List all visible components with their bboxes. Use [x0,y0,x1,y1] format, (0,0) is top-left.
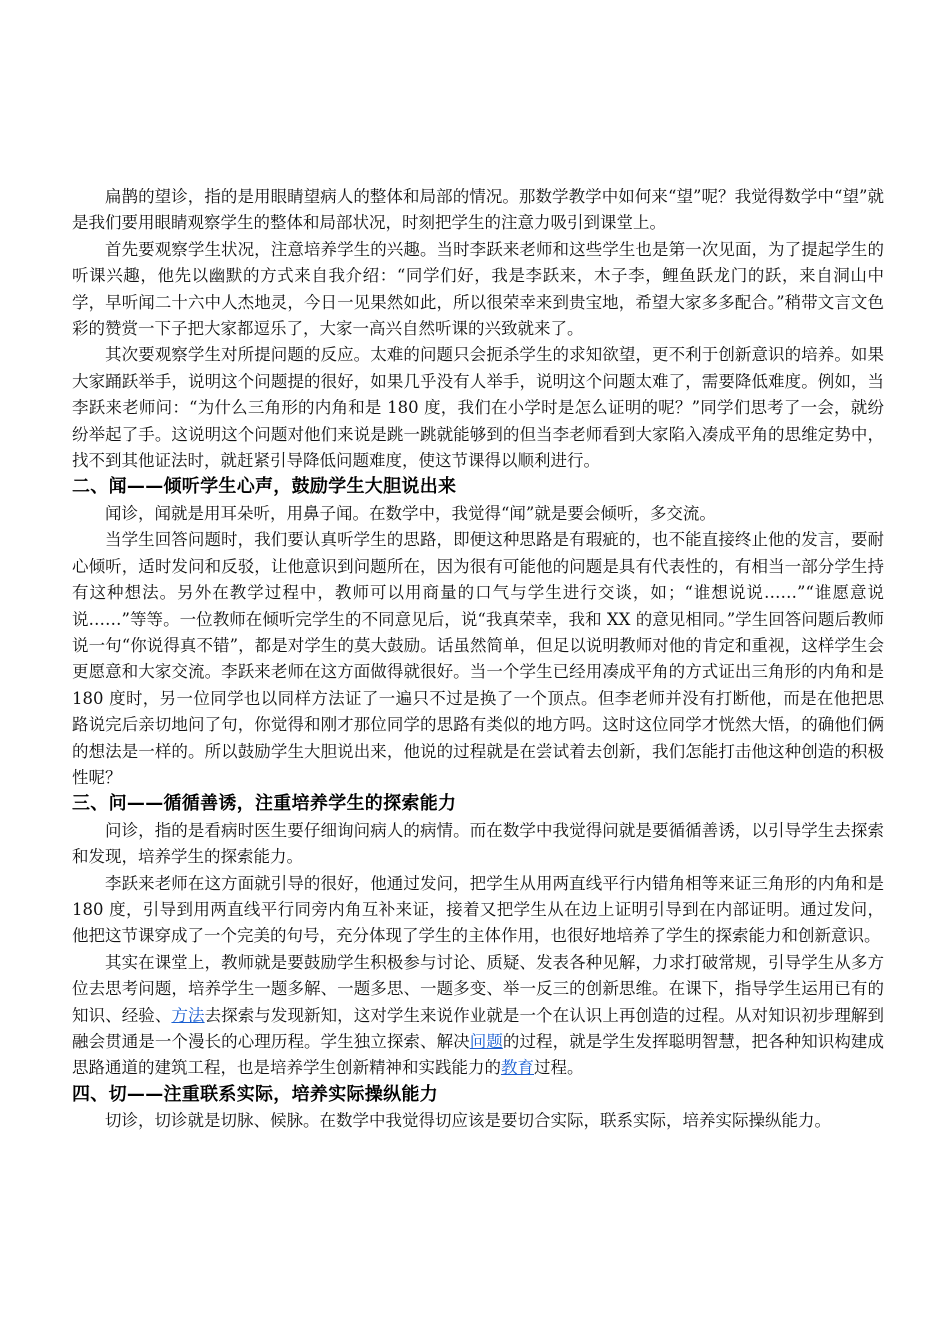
paragraph-listening: 当学生回答问题时，我们要认真听学生的思路，即便这种思路是有瑕疵的，也不能直接终止他的发言，要耐心倾听，适时发问和反驳，让他意识到问题所在，因为很有可能他的问题是具有代表性的，有相当一部分学生持有这种想法。另外在教学过程中，教师可以用商量的口气与学生进行交谈，如；“谁想说说……”“谁愿意说说……”等等。一位教师在倾听完学生的不同意见后，说“我真荣幸，我和 XX 的意见相同。”学生回答问题后教师说一句“你说得真不错”，都是对学生的莫大鼓励。话虽然简单，但足以说明教师对他的肯定和重视，这样学生会更愿意和大家交流。李跃来老师在这方面做得就很好。当一个学生已经用凑成平角的方式证出三角形的内角和是 180 度时，另一位同学也以同样方法证了一遍只不过是换了一个顶点。但李老师并没有打断他，而是在他把思路说完后亲切地问了句，你觉得和刚才那位同学的思路有类似的地方吗。这时这位同学才恍然大悟，的确他们俩的想法是一样的。所以鼓励学生大胆说出来，他说的过程就是在尝试着去创新，我们怎能打击他这种创造的积极性呢？ [72,530,884,787]
paragraph-observe-interest: 首先要观察学生状况，注意培养学生的兴趣。当时李跃来老师和这些学生也是第一次见面，为了提起学生的听课兴趣，他先以幽默的方式来自我介绍：“同学们好，我是李跃来，木子李，鲤鱼跃龙门的跃，来自洞山中学，早听闻二十六中人杰地灵，今日一见果然如此，所以很荣幸来到贵宝地，希望大家多多配合。”稍带文言文色彩的赞赏一下子把大家都逗乐了，大家一高兴自然听课的兴致就来了。 [72,239,884,339]
heading-section-qie: 四、切——注重联系实际，培养实际操纵能力 [72,1083,438,1105]
text-segment: 其实在课堂上，教师就是要鼓励学生积极参与讨论、质疑、发表各种见解，力求打破常规，引导学生从多方位去思考问题，培养学生一题多解、一题多思、一题多变、举一反三的创新思维。在课下，指导学生运用已有的知识、经验、 [72,952,884,1025]
text-segment: 的过程，就是学生发挥聪明智慧，把各种知识构建成思路通道的建筑工程，也是培养学生创新精神和实践能力的 [72,1032,885,1078]
paragraph-wen-intro: 闻诊，闻就是用耳朵听，用鼻子闻。在数学中，我觉得“闻”就是要会倾听，多交流。 [105,503,716,523]
paragraph-classroom [72,950,884,1082]
link-problem[interactable]: 问题 [469,1032,503,1051]
heading-section-wen-ask: 三、问——循循善诱，注重培养学生的探索能力 [72,793,457,815]
heading-section-wen: 二、闻——倾听学生心声，鼓励学生大胆说出来 [72,476,457,498]
paragraph-observe-reaction: 其次要观察学生对所提问题的反应。太难的问题只会扼杀学生的求知欲望，更不利于创新意识的培养。如果大家踊跃举手，说明这个问题提的很好，如果几乎没有人举手，说明这个问题太难了，需要降低难度。例如，当李跃来老师问：“为什么三角形的内角和是 180 度，我们在小学时是怎么证明的呢？”同学们思考了一会，就纷纷举起了手。这说明这个问题对他们来说是跳一跳就能够到的但当李老师看到大家陷入凑成平角的思维定势中，找不到其他证法时，就赶紧引导降低问题难度，使这节课得以顺利进行。 [72,345,884,471]
paragraph-qie-intro: 切诊，切诊就是切脉、候脉。在数学中我觉得切应该是要切合实际，联系实际，培养实际操纵能力。 [105,1111,831,1131]
paragraph-ask-intro: 问诊，指的是看病时医生要仔细询问病人的病情。而在数学中我觉得问就是要循循善诱，以引导学生去探索和发现，培养学生的探索能力。 [72,820,884,867]
paragraph-guiding: 李跃来老师在这方面就引导的很好，他通过发问，把学生从用两直线平行内错角相等来证三角形的内角和是 180 度，引导到用两直线平行同旁内角互补来证，接着又把学生从在边上证明引导到在内部证明。通过发问，他把这节课穿成了一个完美的句号，充分体现了学生的主体作用，也很好地培养了学生的探索能力和创新意识。 [72,873,884,946]
text-segment: 过程。 [534,1058,584,1078]
text-segment: 去探索与发现新知，这对学生来说作业就是一个在认识上再创造的过程。从对知识初步理解到融会贯通是一个漫长的心理历程。学生独立探索、解决 [72,1005,885,1051]
paragraph-wang-intro: 扁鹊的望诊，指的是用眼睛望病人的整体和局部的情况。那数学教学中如何来“望”呢？我觉得数学中“望”就是我们要用眼睛观察学生的整体和局部状况，时刻把学生的注意力吸引到课堂上。 [72,187,884,233]
document-page [72,184,884,1135]
link-method[interactable]: 方法 [171,1005,205,1025]
link-education[interactable]: 教育 [501,1058,534,1078]
